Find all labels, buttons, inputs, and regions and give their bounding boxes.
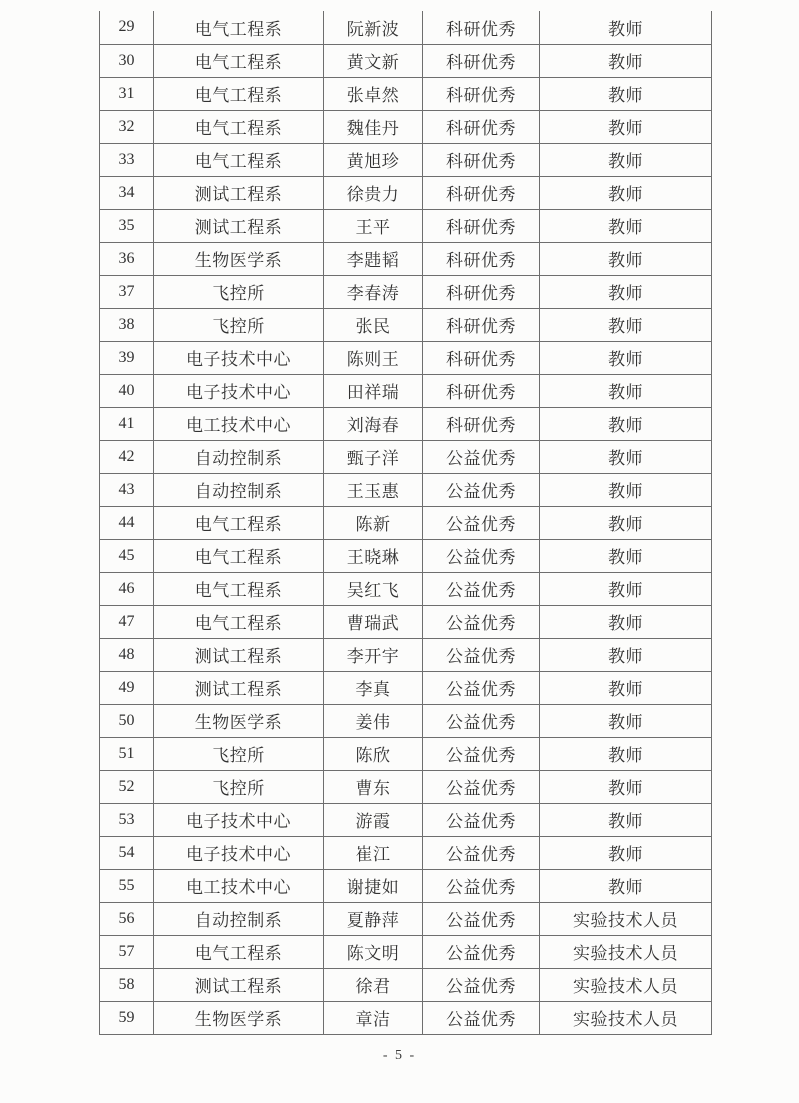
cell-award-type: 公益优秀 — [423, 770, 540, 803]
cell-award-type: 公益优秀 — [423, 539, 540, 572]
cell-name: 曹瑞武 — [324, 605, 423, 638]
cell-personnel-type: 实验技术人员 — [540, 935, 712, 968]
cell-department: 电气工程系 — [154, 572, 324, 605]
table-row — [100, 1001, 712, 1034]
cell-row-number: 31 — [100, 77, 154, 110]
cell-award-type: 公益优秀 — [423, 836, 540, 869]
cell-personnel-type: 教师 — [540, 770, 712, 803]
cell-row-number: 58 — [100, 968, 154, 1001]
cell-row-number: 34 — [100, 176, 154, 209]
cell-department: 电子技术中心 — [154, 341, 324, 374]
cell-row-number: 50 — [100, 704, 154, 737]
cell-name: 游霞 — [324, 803, 423, 836]
cell-department: 测试工程系 — [154, 968, 324, 1001]
cell-personnel-type: 教师 — [540, 242, 712, 275]
cell-department: 自动控制系 — [154, 440, 324, 473]
cell-personnel-type: 教师 — [540, 11, 712, 44]
cell-personnel-type: 教师 — [540, 407, 712, 440]
cell-department: 飞控所 — [154, 308, 324, 341]
cell-row-number: 56 — [100, 902, 154, 935]
cell-name: 张民 — [324, 308, 423, 341]
cell-department: 自动控制系 — [154, 473, 324, 506]
cell-row-number: 36 — [100, 242, 154, 275]
table-row — [100, 11, 712, 44]
cell-department: 电子技术中心 — [154, 803, 324, 836]
cell-name: 崔江 — [324, 836, 423, 869]
cell-name: 吴红飞 — [324, 572, 423, 605]
cell-award-type: 科研优秀 — [423, 110, 540, 143]
cell-name: 曹东 — [324, 770, 423, 803]
cell-personnel-type: 教师 — [540, 638, 712, 671]
cell-row-number: 33 — [100, 143, 154, 176]
awards-table-body — [100, 11, 712, 1034]
table-row — [100, 803, 712, 836]
cell-award-type: 科研优秀 — [423, 77, 540, 110]
cell-personnel-type: 实验技术人员 — [540, 902, 712, 935]
cell-award-type: 公益优秀 — [423, 506, 540, 539]
cell-award-type: 科研优秀 — [423, 209, 540, 242]
cell-name: 黄旭珍 — [324, 143, 423, 176]
cell-row-number: 49 — [100, 671, 154, 704]
cell-name: 徐贵力 — [324, 176, 423, 209]
cell-award-type: 科研优秀 — [423, 374, 540, 407]
cell-department: 电子技术中心 — [154, 374, 324, 407]
cell-name: 章洁 — [324, 1001, 423, 1034]
cell-personnel-type: 教师 — [540, 44, 712, 77]
cell-name: 王平 — [324, 209, 423, 242]
cell-department: 电子技术中心 — [154, 836, 324, 869]
cell-award-type: 科研优秀 — [423, 407, 540, 440]
cell-name: 魏佳丹 — [324, 110, 423, 143]
cell-award-type: 科研优秀 — [423, 176, 540, 209]
cell-department: 电气工程系 — [154, 110, 324, 143]
cell-name: 徐君 — [324, 968, 423, 1001]
table-row — [100, 176, 712, 209]
table-row — [100, 275, 712, 308]
table-row — [100, 374, 712, 407]
cell-department: 电气工程系 — [154, 11, 324, 44]
page-number: - 5 - — [382, 1048, 417, 1063]
cell-department: 电气工程系 — [154, 935, 324, 968]
cell-award-type: 公益优秀 — [423, 473, 540, 506]
cell-award-type: 公益优秀 — [423, 440, 540, 473]
table-row — [100, 44, 712, 77]
cell-award-type: 科研优秀 — [423, 242, 540, 275]
cell-award-type: 公益优秀 — [423, 1001, 540, 1034]
cell-name: 刘海春 — [324, 407, 423, 440]
table-row — [100, 836, 712, 869]
cell-row-number: 29 — [100, 11, 154, 44]
cell-department: 测试工程系 — [154, 671, 324, 704]
cell-award-type: 科研优秀 — [423, 11, 540, 44]
table-row — [100, 242, 712, 275]
awards-table — [99, 11, 712, 1035]
cell-name: 王晓琳 — [324, 539, 423, 572]
cell-name: 阮新波 — [324, 11, 423, 44]
table-row — [100, 869, 712, 902]
cell-row-number: 52 — [100, 770, 154, 803]
table-row — [100, 935, 712, 968]
cell-name: 甄子洋 — [324, 440, 423, 473]
cell-row-number: 55 — [100, 869, 154, 902]
cell-row-number: 43 — [100, 473, 154, 506]
cell-personnel-type: 教师 — [540, 143, 712, 176]
cell-personnel-type: 教师 — [540, 836, 712, 869]
table-row — [100, 968, 712, 1001]
table-row — [100, 407, 712, 440]
cell-award-type: 公益优秀 — [423, 869, 540, 902]
cell-name: 陈新 — [324, 506, 423, 539]
table-row — [100, 77, 712, 110]
table-row — [100, 902, 712, 935]
cell-personnel-type: 教师 — [540, 341, 712, 374]
cell-personnel-type: 教师 — [540, 605, 712, 638]
cell-name: 田祥瑞 — [324, 374, 423, 407]
cell-row-number: 30 — [100, 44, 154, 77]
cell-department: 电气工程系 — [154, 605, 324, 638]
cell-name: 谢捷如 — [324, 869, 423, 902]
cell-row-number: 53 — [100, 803, 154, 836]
cell-row-number: 35 — [100, 209, 154, 242]
cell-department: 生物医学系 — [154, 704, 324, 737]
table-row — [100, 671, 712, 704]
cell-personnel-type: 教师 — [540, 176, 712, 209]
cell-row-number: 44 — [100, 506, 154, 539]
cell-row-number: 40 — [100, 374, 154, 407]
cell-award-type: 科研优秀 — [423, 143, 540, 176]
cell-department: 电气工程系 — [154, 539, 324, 572]
table-row — [100, 308, 712, 341]
cell-personnel-type: 教师 — [540, 473, 712, 506]
cell-row-number: 47 — [100, 605, 154, 638]
cell-name: 陈欣 — [324, 737, 423, 770]
cell-personnel-type: 教师 — [540, 374, 712, 407]
cell-department: 测试工程系 — [154, 638, 324, 671]
cell-name: 黄文新 — [324, 44, 423, 77]
cell-award-type: 公益优秀 — [423, 605, 540, 638]
cell-department: 测试工程系 — [154, 176, 324, 209]
cell-row-number: 46 — [100, 572, 154, 605]
cell-personnel-type: 实验技术人员 — [540, 968, 712, 1001]
cell-name: 李真 — [324, 671, 423, 704]
cell-award-type: 公益优秀 — [423, 638, 540, 671]
cell-department: 飞控所 — [154, 737, 324, 770]
table-row — [100, 704, 712, 737]
cell-award-type: 公益优秀 — [423, 737, 540, 770]
cell-row-number: 48 — [100, 638, 154, 671]
cell-department: 电气工程系 — [154, 77, 324, 110]
cell-award-type: 科研优秀 — [423, 341, 540, 374]
cell-row-number: 59 — [100, 1001, 154, 1034]
cell-row-number: 32 — [100, 110, 154, 143]
cell-name: 李韪韬 — [324, 242, 423, 275]
cell-row-number: 42 — [100, 440, 154, 473]
cell-personnel-type: 教师 — [540, 539, 712, 572]
cell-name: 李开宇 — [324, 638, 423, 671]
table-row — [100, 473, 712, 506]
cell-award-type: 公益优秀 — [423, 572, 540, 605]
cell-name: 李春涛 — [324, 275, 423, 308]
cell-department: 自动控制系 — [154, 902, 324, 935]
cell-personnel-type: 教师 — [540, 704, 712, 737]
table-row — [100, 770, 712, 803]
cell-personnel-type: 教师 — [540, 803, 712, 836]
cell-personnel-type: 教师 — [540, 869, 712, 902]
cell-department: 电工技术中心 — [154, 869, 324, 902]
cell-personnel-type: 教师 — [540, 110, 712, 143]
cell-row-number: 41 — [100, 407, 154, 440]
cell-award-type: 科研优秀 — [423, 308, 540, 341]
cell-department: 电气工程系 — [154, 143, 324, 176]
table-row — [100, 143, 712, 176]
cell-personnel-type: 教师 — [540, 440, 712, 473]
cell-personnel-type: 教师 — [540, 506, 712, 539]
cell-row-number: 38 — [100, 308, 154, 341]
table-row — [100, 209, 712, 242]
cell-award-type: 公益优秀 — [423, 704, 540, 737]
table-row — [100, 638, 712, 671]
cell-row-number: 54 — [100, 836, 154, 869]
cell-department: 飞控所 — [154, 275, 324, 308]
cell-department: 电气工程系 — [154, 506, 324, 539]
cell-award-type: 公益优秀 — [423, 803, 540, 836]
cell-name: 张卓然 — [324, 77, 423, 110]
table-row — [100, 341, 712, 374]
table-row — [100, 539, 712, 572]
cell-name: 姜伟 — [324, 704, 423, 737]
cell-award-type: 公益优秀 — [423, 968, 540, 1001]
table-row — [100, 572, 712, 605]
cell-department: 电工技术中心 — [154, 407, 324, 440]
table-row — [100, 737, 712, 770]
cell-personnel-type: 教师 — [540, 572, 712, 605]
table-row — [100, 506, 712, 539]
cell-name: 王玉惠 — [324, 473, 423, 506]
cell-award-type: 公益优秀 — [423, 935, 540, 968]
cell-row-number: 37 — [100, 275, 154, 308]
cell-award-type: 科研优秀 — [423, 275, 540, 308]
cell-personnel-type: 教师 — [540, 77, 712, 110]
table-row — [100, 605, 712, 638]
cell-personnel-type: 教师 — [540, 308, 712, 341]
cell-personnel-type: 教师 — [540, 671, 712, 704]
cell-department: 电气工程系 — [154, 44, 324, 77]
cell-department: 生物医学系 — [154, 1001, 324, 1034]
cell-personnel-type: 教师 — [540, 209, 712, 242]
cell-department: 测试工程系 — [154, 209, 324, 242]
cell-row-number: 45 — [100, 539, 154, 572]
table-row — [100, 440, 712, 473]
cell-award-type: 公益优秀 — [423, 671, 540, 704]
cell-personnel-type: 实验技术人员 — [540, 1001, 712, 1034]
cell-row-number: 39 — [100, 341, 154, 374]
cell-name: 陈文明 — [324, 935, 423, 968]
table-row — [100, 110, 712, 143]
cell-personnel-type: 教师 — [540, 737, 712, 770]
cell-award-type: 科研优秀 — [423, 44, 540, 77]
cell-row-number: 51 — [100, 737, 154, 770]
cell-row-number: 57 — [100, 935, 154, 968]
cell-personnel-type: 教师 — [540, 275, 712, 308]
cell-department: 生物医学系 — [154, 242, 324, 275]
cell-department: 飞控所 — [154, 770, 324, 803]
cell-award-type: 公益优秀 — [423, 902, 540, 935]
cell-name: 夏静萍 — [324, 902, 423, 935]
cell-name: 陈则王 — [324, 341, 423, 374]
